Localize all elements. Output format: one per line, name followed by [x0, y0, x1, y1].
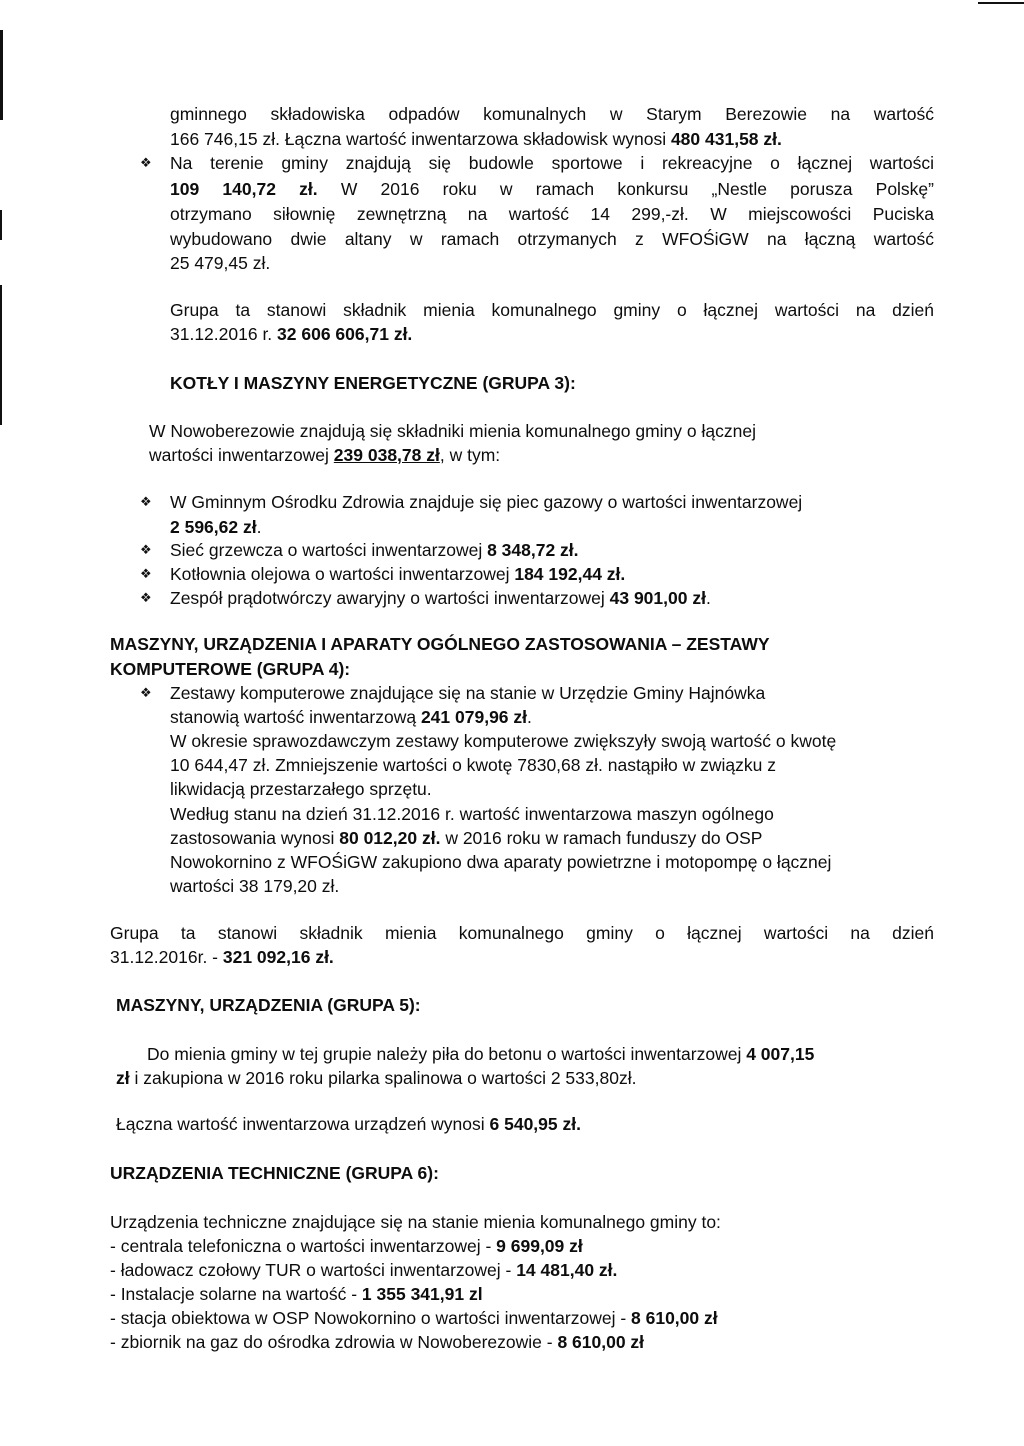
group6-intro: Urządzenia techniczne znajdujące się na stanie mienia komunalnego gminy to: — [110, 1212, 721, 1232]
group4-para-line-6: Nowokornino z WFOŚiGW zakupiono dwa aparaty powietrzne i motopompę o łącznej — [170, 852, 832, 872]
heating-network-value: 8 348,72 zł. — [487, 540, 579, 560]
group3-total-value: 239 038,78 zł — [333, 445, 440, 465]
group6-item-value: 1 355 341,91 zl — [361, 1284, 483, 1304]
group3-item-4-text: Zespół prądotwórczy awaryjny o wartości inwentarzowej — [170, 588, 610, 608]
group4-summary-line-2 — [110, 946, 334, 968]
intro-line-5: otrzymano siłownię zewnętrzną na wartość 14 299,-zł. W miejscowości Puciska — [170, 204, 934, 224]
group4-para-line-2: 10 644,47 zł. Zmniejszenie wartości o kwotę 7830,68 zł. nastąpiło w związku z — [170, 755, 776, 775]
group3-heading: KOTŁY I MASZYNY ENERGETYCZNE (GRUPA 3): — [170, 373, 576, 393]
group6-item-text: - zbiornik na gaz do ośrodka zdrowia w Nowoberezowie - — [110, 1332, 558, 1352]
group4-summary-line-1: Grupa ta stanowi składnik mienia komunalnego gminy o łącznej wartości na dzień — [110, 923, 934, 943]
landfill-total-value: 480 431,58 zł. — [670, 129, 782, 149]
group6-item-value: 8 610,00 zł — [631, 1308, 718, 1328]
group6-item-value: 8 610,00 zł — [557, 1332, 645, 1352]
group4-summary-date: 31.12.2016r. - — [110, 947, 223, 967]
scan-edge-mark-middle — [0, 210, 2, 240]
group3-intro-line-2 — [149, 444, 500, 466]
group4-para-line-4: Według stanu na dzień 31.12.2016 r. wartość inwentarzowa maszyn ogólnego — [170, 804, 774, 824]
group5-total — [116, 1113, 581, 1135]
diamond-bullet-icon: ❖ — [140, 542, 152, 557]
group2-summary-line-1: Grupa ta stanowi składnik mienia komunalnego gminy o łącznej wartości na dzień — [170, 300, 934, 320]
group4-bullet-text: stanowią wartość inwentarzową — [170, 707, 421, 727]
group3-item-1-suffix: . — [256, 517, 262, 537]
group4-heading-line-1: MASZYNY, URZĄDZENIA I APARATY OGÓLNEGO ZASTOSOWANIA – ZESTAWY — [110, 634, 770, 654]
group2-total-value: 32 606 606,71 zł. — [277, 324, 413, 344]
intro-line-3: Na terenie gminy znajdują się budowle sportowe i rekreacyjne o łącznej wartości — [170, 153, 934, 173]
group4-para-line-5 — [170, 827, 762, 849]
group6-item-text: - centrala telefoniczna o wartości inwentarzowej - — [110, 1236, 497, 1256]
group4-bullet-line-2 — [170, 706, 532, 728]
group6-item-value: 9 699,09 zł — [496, 1236, 583, 1256]
diamond-bullet-icon: ❖ — [140, 590, 152, 605]
group4-para-line-7: wartości 38 179,20 zł. — [170, 876, 340, 896]
group4-para-line-1: W okresie sprawozdawczym zestawy komputerowe zwiększyły swoją wartość o kwotę — [170, 731, 837, 751]
intro-line-1: gminnego składowiska odpadów komunalnych w Starym Berezowie na wartość — [170, 104, 934, 124]
group6-item-text: - stacja obiektowa w OSP Nowokornino o wartości inwentarzowej - — [110, 1308, 632, 1328]
group5-line-2-text: i zakupiona w 2016 roku pilarka spalinowa o wartości 2 533,80zł. — [129, 1068, 637, 1088]
group5-total-text: Łączna wartość inwentarzowa urządzeń wynosi — [116, 1114, 490, 1134]
intro-line-6: wybudowano dwie altany w ramach otrzymanych z WFOŚiGW na łączną wartość — [170, 229, 934, 249]
group5-line-1 — [147, 1043, 814, 1065]
sports-buildings-value: 109 140,72 zł. — [170, 179, 318, 199]
group5-line-2 — [116, 1067, 636, 1089]
group6-item — [110, 1331, 644, 1353]
intro-line-2 — [170, 128, 782, 150]
general-machines-value: 80 012,20 zł. — [339, 828, 441, 848]
scan-edge-mark-top — [0, 30, 3, 120]
group4-para-5-text: zastosowania wynosi — [170, 828, 340, 848]
diamond-bullet-icon: ❖ — [140, 494, 152, 509]
group3-item-4-suffix: . — [705, 588, 711, 608]
group6-item-text: - Instalacje solarne na wartość - — [110, 1284, 362, 1304]
group6-item — [110, 1235, 583, 1257]
group5-heading: MASZYNY, URZĄDZENIA (GRUPA 5): — [116, 995, 421, 1015]
group3-item-1-line-2 — [170, 516, 261, 538]
group4-heading-line-2: KOMPUTEROWE (GRUPA 4): — [110, 659, 351, 679]
intro-line-2-text: 166 746,15 zł. Łączna wartość inwentarzowa składowisk wynosi — [170, 129, 671, 149]
intro-line-4-text: W 2016 roku w ramach konkursu „Nestle porusza Polskę” — [317, 179, 934, 199]
group4-para-line-3: likwidacją przestarzałego sprzętu. — [170, 779, 432, 799]
group4-bullet-suffix: . — [527, 707, 532, 727]
group3-item-3-text: Kotłownia olejowa o wartości inwentarzowej — [170, 564, 515, 584]
diamond-bullet-icon: ❖ — [140, 566, 152, 581]
group4-para-5-suffix: w 2016 roku w ramach funduszy do OSP — [440, 828, 763, 848]
group3-item-2 — [170, 539, 579, 561]
intro-line-7: 25 479,45 zł. — [170, 253, 271, 273]
group4-bullet-line-1: Zestawy komputerowe znajdujące się na stanie w Urzędzie Gminy Hajnówka — [170, 683, 766, 703]
group3-intro-text: wartości inwentarzowej — [149, 445, 334, 465]
group2-summary-line-2 — [170, 323, 412, 345]
group6-item-value: 14 481,40 zł. — [516, 1260, 618, 1280]
group6-heading: URZĄDZENIA TECHNICZNE (GRUPA 6): — [110, 1163, 439, 1183]
group3-item-2-text: Sieć grzewcza o wartości inwentarzowej — [170, 540, 488, 560]
group3-intro-suffix: , w tym: — [439, 445, 501, 465]
group6-item — [110, 1259, 617, 1281]
intro-line-4 — [170, 178, 934, 200]
concrete-saw-value: 4 007,15 — [746, 1044, 815, 1064]
scan-edge-mark-lower — [0, 285, 2, 425]
group4-total-value: 321 092,16 zł. — [222, 947, 334, 967]
diamond-bullet-icon: ❖ — [140, 155, 152, 170]
generator-value: 43 901,00 zł — [609, 588, 706, 608]
group2-summary-date: 31.12.2016 r. — [170, 324, 278, 344]
group6-item — [110, 1283, 483, 1305]
concrete-saw-currency: zł — [116, 1068, 130, 1088]
oil-boiler-value: 184 192,44 zł. — [514, 564, 626, 584]
diamond-bullet-icon: ❖ — [140, 685, 152, 700]
group6-item — [110, 1307, 718, 1329]
group5-line-1-text: Do mienia gminy w tej grupie należy piła do betonu o wartości inwentarzowej — [147, 1044, 747, 1064]
group3-item-3 — [170, 563, 625, 585]
group5-total-value: 6 540,95 zł. — [489, 1114, 581, 1134]
group3-intro-line-1: W Nowoberezowie znajdują się składniki mienia komunalnego gminy o łącznej — [149, 421, 756, 441]
group3-item-1-line-1: W Gminnym Ośrodku Zdrowia znajduje się piec gazowy o wartości inwentarzowej — [170, 492, 803, 512]
group6-item-text: - ładowacz czołowy TUR o wartości inwentarzowej - — [110, 1260, 517, 1280]
scan-corner-line — [978, 2, 1024, 4]
gas-furnace-value: 2 596,62 zł — [170, 517, 257, 537]
group3-item-4 — [170, 587, 711, 609]
computer-sets-value: 241 079,96 zł — [420, 707, 528, 727]
